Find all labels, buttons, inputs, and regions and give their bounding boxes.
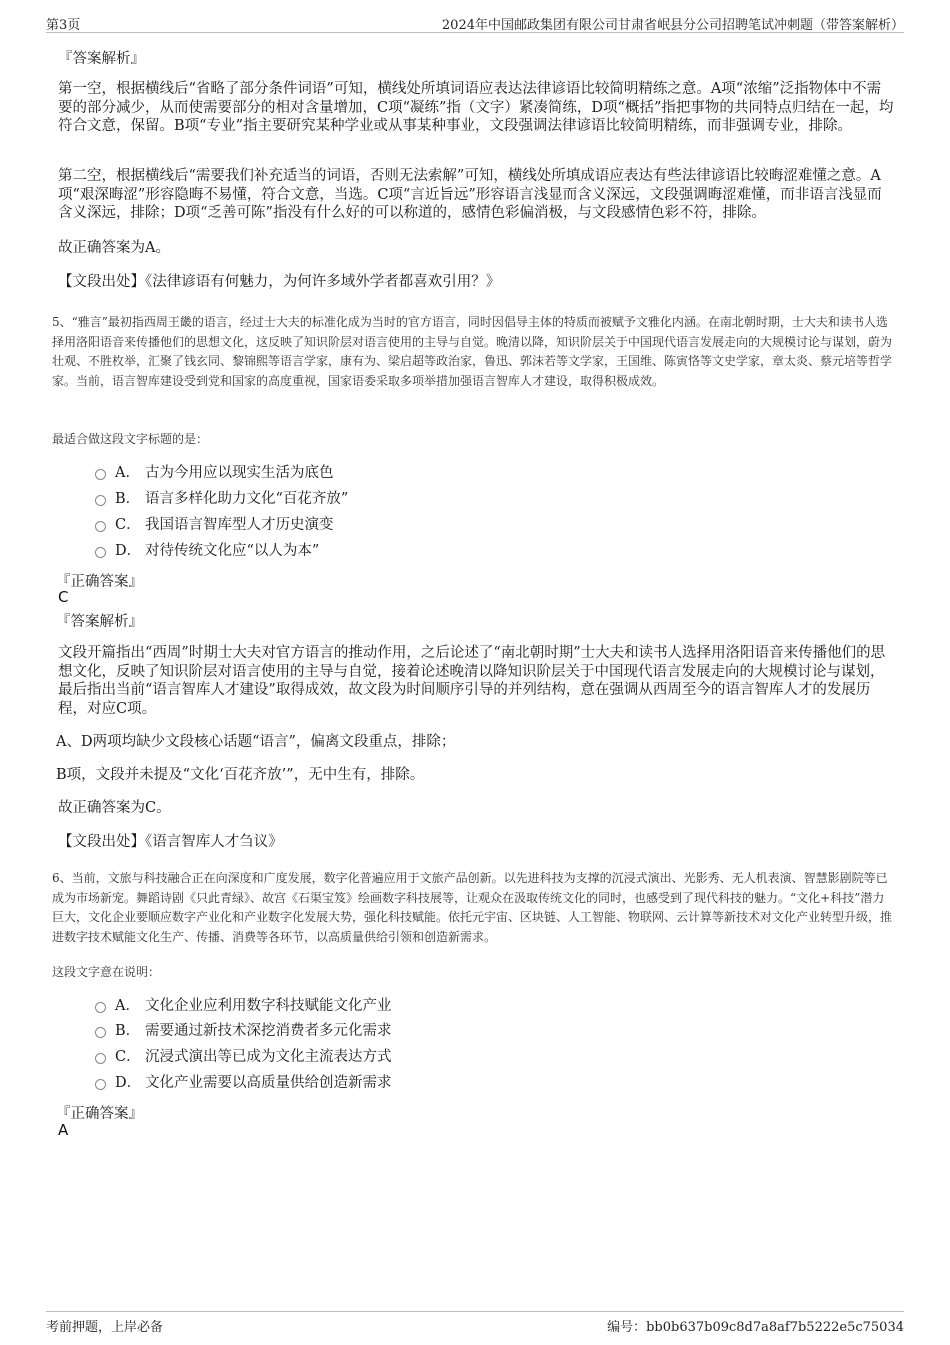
q6-answer: A [58,1121,69,1139]
radio-icon[interactable] [95,1079,106,1090]
q5-prompt: 最适合做这段文字标题的是： [52,432,209,446]
q6-option-d[interactable]: D． 文化产业需要以高质量供给创造新需求 [95,1073,392,1093]
q4-analysis-label: 『答案解析』 [58,51,145,67]
q5-option-a[interactable]: A． 古为今用应以现实生活为底色 [95,463,334,483]
q5-option-d[interactable]: D． 对待传统文化应“以人为本” [95,541,319,561]
radio-icon[interactable] [95,1027,106,1038]
q5-option-c[interactable]: C． 我国语言智库型人才历史演变 [95,515,334,535]
q5-analysis-para1: 文段开篇指出“西周”时期士大夫对官方语言的推动作用，之后论述了“南北朝时期”士大夫和读书人选择用洛阳语音来传播他们的思想文化，反映了知识阶层对语言使用的主导与自觉，接着论述晚清以降知识阶层关于中国现代语言发展走向的大规模讨论与谋划，最后指出当前“语言智库人才建设”取得成效，故文段为时间顺序引导的并列结构，意在强调从西周至今的语言智库人才的发展历程，对应C项。 [58,645,886,717]
radio-icon[interactable] [95,1053,106,1064]
q5-analysis-label: 『答案解析』 [56,614,143,630]
document-title: 2024年中国邮政集团有限公司甘肃省岷县分公司招聘笔试冲刺题（带答案解析） [441,18,904,33]
q6-stem: 6、当前，文旅与科技融合正在向深度和广度发展，数字化普遍应用于文旅产品创新。以先进科技为支撑的沉浸式演出、光影秀、无人机表演、智慧影剧院等已成为市场新宠。舞蹈诗剧《只此青绿》、故宫《石渠宝笈》绘画数字科技展等，让观众在汲取传统文化的同时，也感受到了现代科技的魅力。“文化+科技”潜力巨大，文化企业要顺应数字产业化和产业数字化发展大势，强化科技赋能。依托元宇宙、区块链、人工智能、物联网、云计算等新技术对文化产业转型升级，推进数字技术赋能文化生产、传播、消费等各环节，以高质量供给引领和创造新需求。 [52,871,893,944]
radio-icon[interactable] [95,547,106,558]
q6-option-b[interactable]: B． 需要通过新技术深挖消费者多元化需求 [95,1021,392,1041]
q5-analysis-para2: A、D两项均缺少文段核心话题“语言”，偏离文段重点，排除； [56,734,456,750]
footer-slogan: 考前押题，上岸必备 [46,1320,164,1335]
q5-analysis-para3: B项，文段并未提及“文化‘百花齐放’”，无中生有，排除。 [56,767,425,783]
radio-icon[interactable] [95,521,106,532]
q5-source: 【文段出处】《语言智库人才刍议》 [58,834,283,850]
q4-source: 【文段出处】《法律谚语有何魅力，为何许多域外学者都喜欢引用？》 [58,274,501,290]
q4-analysis-para2: 第二空，根据横线后“需要我们补充适当的词语，否则无法索解”可知，横线处所填成语应表达有些法律谚语比较晦涩难懂之意。A项“艰深晦涩”形容隐晦不易懂，符合文意，当选。C项“言近旨远”形容语言浅显而含义深远，文段强调晦涩难懂，而非语言浅显而含义深远，排除；D项“乏善可陈”指没有什么好的可以称道的，感情色彩偏消极，与文段感情色彩不符，排除。 [58,168,882,221]
radio-icon[interactable] [95,469,106,480]
q4-analysis-para1: 第一空，根据横线后“省略了部分条件词语”可知，横线处所填词语应表达法律谚语比较简明精练之意。A项“浓缩”泛指物体中不需要的部分减少，从而使需要部分的相对含量增加，C项“凝练”指（文字）紧凑简练，D项“概括”指把事物的共同特点归结在一起，均符合文意，保留。B项“专业”指主要研究某种学业或从事某种事业，文段强调法律谚语比较简明精练，而非强调专业，排除。 [58,81,894,134]
radio-icon[interactable] [95,1002,106,1013]
q4-conclusion: 故正确答案为A。 [58,240,170,256]
document-code: 编号：bb0b637b09c8d7a8af7b5222e5c75034 [607,1320,904,1335]
page-header [46,12,904,33]
q6-prompt: 这段文字意在说明： [52,965,161,979]
page-footer [46,1311,904,1336]
q6-option-a[interactable]: A． 文化企业应利用数字科技赋能文化产业 [95,996,392,1016]
radio-icon[interactable] [95,495,106,506]
q5-answer: C [58,588,69,606]
q6-option-c[interactable]: C． 沉浸式演出等已成为文化主流表达方式 [95,1047,392,1067]
q5-conclusion: 故正确答案为C。 [58,800,171,816]
q5-answer-label: 『正确答案』 [56,574,143,590]
q5-stem: 5、“雅言”最初指西周王畿的语言，经过士大夫的标准化成为当时的官方语言，同时因倡导主体的特质而被赋予文雅化内涵。在南北朝时期，士大夫和读书人选择用洛阳语音来传播他们的思想文化，这反映了知识阶层对语言使用的主导与自觉。晚清以降，知识阶层关于中国现代语言发展走向的大规模讨论与谋划，蔚为壮观、不胜枚举，汇聚了钱玄同、黎锦熙等语言学家，康有为、梁启超等政治家，鲁迅、郭沫若等文学家，王国维、陈寅恪等文史学家，章太炎、蔡元培等哲学家。当前，语言智库建设受到党和国家的高度重视，国家语委采取多项举措加强语言智库人才建设，取得积极成效。 [52,315,893,388]
q5-option-b[interactable]: B． 语言多样化助力文化“百花齐放” [95,489,348,509]
q6-answer-label: 『正确答案』 [56,1106,143,1122]
page-number: 第3页 [46,18,81,33]
